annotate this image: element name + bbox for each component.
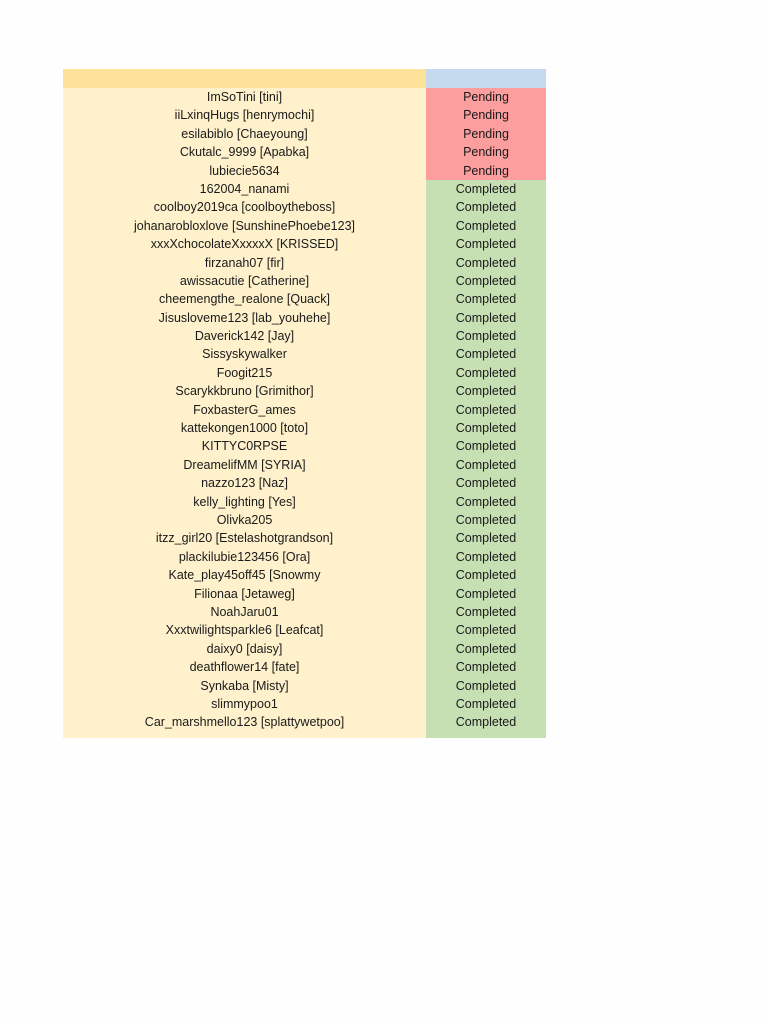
table-row (63, 529, 546, 547)
table-row (63, 603, 546, 621)
username-cell[interactable]: Jisusloveme123 [lab_youhehe] (63, 309, 426, 327)
table-row (63, 162, 546, 180)
username-cell[interactable]: Olivka205 (63, 511, 426, 529)
username-cell[interactable]: lubiecie5634 (63, 162, 426, 180)
status-cell[interactable]: Completed (426, 290, 546, 308)
username-cell[interactable]: DreamelifMM [SYRIA] (63, 456, 426, 474)
status-cell[interactable]: Completed (426, 345, 546, 363)
status-cell[interactable]: Completed (426, 198, 546, 216)
username-cell[interactable]: nazzo123 [Naz] (63, 474, 426, 492)
table-row (63, 493, 546, 511)
username-cell[interactable]: ImSoTini [tini] (63, 88, 426, 106)
table-row (63, 364, 546, 382)
username-cell[interactable]: Car_marshmello123 [splattywetpoo] (63, 713, 426, 738)
username-cell[interactable]: Kate_play45off45 [Snowmy (63, 566, 426, 584)
username-cell[interactable]: Foogit215 (63, 364, 426, 382)
table-row (63, 143, 546, 161)
table-row (63, 180, 546, 198)
status-cell[interactable]: Completed (426, 713, 546, 738)
table-row (63, 309, 546, 327)
status-cell[interactable]: Pending (426, 143, 546, 161)
spreadsheet-table (63, 69, 546, 738)
username-cell[interactable]: xxxXchocolateXxxxxX [KRISSED] (63, 235, 426, 253)
status-cell[interactable]: Completed (426, 640, 546, 658)
status-cell[interactable]: Completed (426, 272, 546, 290)
table-row (63, 382, 546, 400)
username-cell[interactable]: itzz_girl20 [Estelashotgrandson] (63, 529, 426, 547)
status-cell[interactable]: Completed (426, 493, 546, 511)
table-row (63, 548, 546, 566)
table-row (63, 217, 546, 235)
username-cell[interactable]: awissacutie [Catherine] (63, 272, 426, 290)
username-cell[interactable]: kattekongen1000 [toto] (63, 419, 426, 437)
username-cell[interactable]: Synkaba [Misty] (63, 677, 426, 695)
status-cell[interactable]: Completed (426, 437, 546, 455)
table-row (63, 419, 546, 437)
username-cell[interactable]: 162004_nanami (63, 180, 426, 198)
table-row (63, 585, 546, 603)
username-cell[interactable]: Sissyskywalker (63, 345, 426, 363)
status-cell[interactable]: Completed (426, 621, 546, 639)
table-row (63, 125, 546, 143)
username-cell[interactable]: KITTYC0RPSE (63, 437, 426, 455)
table-row (63, 695, 546, 713)
table-row (63, 235, 546, 253)
status-cell[interactable]: Completed (426, 474, 546, 492)
status-cell[interactable]: Completed (426, 419, 546, 437)
status-cell[interactable]: Completed (426, 254, 546, 272)
username-cell[interactable]: coolboy2019ca [coolboytheboss] (63, 198, 426, 216)
username-cell[interactable]: iiLxinqHugs [henrymochi] (63, 106, 426, 124)
table-row (63, 677, 546, 695)
status-cell[interactable]: Completed (426, 235, 546, 253)
table-row (63, 658, 546, 676)
status-cell[interactable]: Completed (426, 603, 546, 621)
table-row (63, 345, 546, 363)
status-cell[interactable]: Completed (426, 382, 546, 400)
username-cell[interactable]: cheemengthe_realone [Quack] (63, 290, 426, 308)
status-cell[interactable]: Completed (426, 566, 546, 584)
table-row (63, 198, 546, 216)
status-cell[interactable]: Completed (426, 309, 546, 327)
username-cell[interactable]: FoxbasterG_ames (63, 401, 426, 419)
username-cell[interactable]: slimmypoo1 (63, 695, 426, 713)
table-row (63, 437, 546, 455)
status-cell[interactable]: Completed (426, 529, 546, 547)
username-cell[interactable]: Xxxtwilightsparkle6 [Leafcat] (63, 621, 426, 639)
table-row (63, 474, 546, 492)
status-cell[interactable]: Pending (426, 162, 546, 180)
status-cell[interactable]: Pending (426, 106, 546, 124)
status-cell[interactable]: Completed (426, 401, 546, 419)
username-cell[interactable]: plackilubie123456 [Ora] (63, 548, 426, 566)
username-cell[interactable]: Ckutalc_9999 [Apabka] (63, 143, 426, 161)
status-cell[interactable]: Completed (426, 585, 546, 603)
table-row (63, 254, 546, 272)
username-cell[interactable]: deathflower14 [fate] (63, 658, 426, 676)
table-row (63, 566, 546, 584)
name-column-header[interactable] (63, 69, 426, 88)
username-cell[interactable]: daixy0 [daisy] (63, 640, 426, 658)
status-cell[interactable]: Completed (426, 658, 546, 676)
status-cell[interactable]: Completed (426, 548, 546, 566)
table-row (63, 401, 546, 419)
table-row (63, 327, 546, 345)
table-row (63, 272, 546, 290)
status-cell[interactable]: Completed (426, 511, 546, 529)
status-cell[interactable]: Completed (426, 677, 546, 695)
status-cell[interactable]: Completed (426, 327, 546, 345)
status-cell[interactable]: Completed (426, 180, 546, 198)
username-cell[interactable]: Daverick142 [Jay] (63, 327, 426, 345)
table-body (63, 88, 546, 738)
status-cell[interactable]: Pending (426, 125, 546, 143)
status-cell[interactable]: Completed (426, 456, 546, 474)
table-header-row (63, 69, 546, 88)
username-cell[interactable]: kelly_lighting [Yes] (63, 493, 426, 511)
table-row (63, 621, 546, 639)
username-cell[interactable]: johanarobloxlove [SunshinePhoebe123] (63, 217, 426, 235)
status-cell[interactable]: Completed (426, 364, 546, 382)
status-cell[interactable]: Pending (426, 88, 546, 106)
username-cell[interactable]: Filionaa [Jetaweg] (63, 585, 426, 603)
table-row (63, 106, 546, 124)
table-row (63, 640, 546, 658)
username-cell[interactable]: NoahJaru01 (63, 603, 426, 621)
table-row (63, 290, 546, 308)
username-cell[interactable]: firzanah07 [fir] (63, 254, 426, 272)
username-cell[interactable]: Scarykkbruno [Grimithor] (63, 382, 426, 400)
table-row (63, 88, 546, 106)
status-cell[interactable]: Completed (426, 695, 546, 713)
table-row (63, 713, 546, 738)
status-cell[interactable]: Completed (426, 217, 546, 235)
status-column-header[interactable] (426, 69, 546, 88)
username-cell[interactable]: esilabiblo [Chaeyoung] (63, 125, 426, 143)
table-row (63, 456, 546, 474)
table-row (63, 511, 546, 529)
